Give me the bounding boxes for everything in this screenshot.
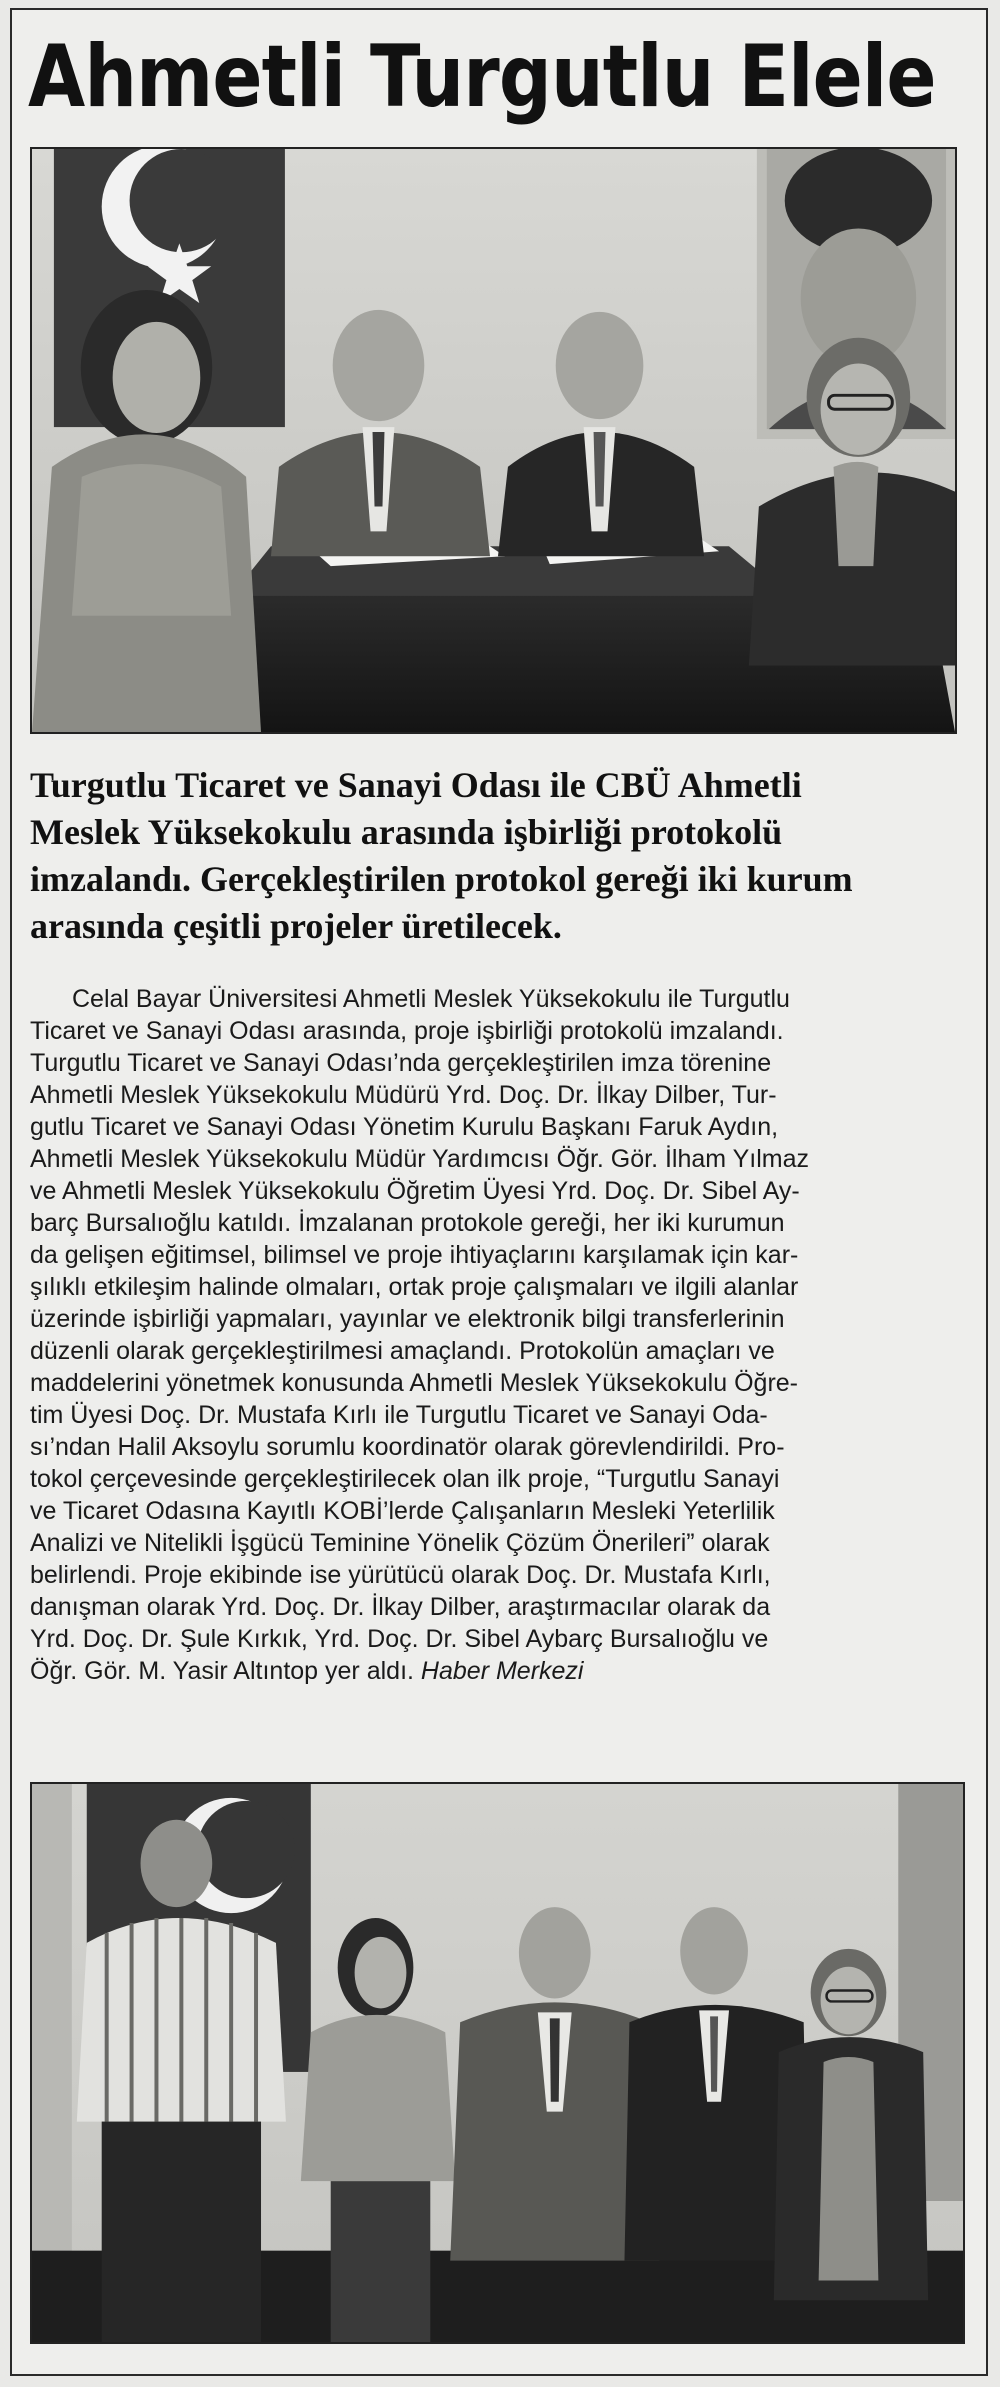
article-lede [30,762,960,950]
group-photo [30,1782,965,2344]
body-line [30,1655,958,1687]
body-line: sı’ndan Halil Aksoylu sorumlu koordinatör olarak görevlendirildi. Pro- [30,1433,785,1461]
body-line: Ticaret ve Sanayi Odası arasında, proje işbirliği protokolü imzalandı. [30,1017,784,1045]
headline: Ahmetli Turgutlu Elele [28,27,936,127]
body-line: Yrd. Doç. Dr. Şule Kırkık, Yrd. Doç. Dr. Sibel Aybarç Bursalıoğlu ve [30,1625,769,1653]
lede-line: Meslek Yüksekokulu arasında işbirliği protokolü [30,812,783,852]
body-line: barç Bursalıoğlu katıldı. İmzalanan protokole gereği, her iki kurumun [30,1209,785,1237]
body-line: gutlu Ticaret ve Sanayi Odası Yönetim Kurulu Başkanı Faruk Aydın, [30,1113,779,1141]
byline: Haber Merkezi [420,1657,584,1685]
body-line: belirlendi. Proje ekibinde ise yürütücü olarak Doç. Dr. Mustafa Kırlı, [30,1561,771,1589]
body-line: Ahmetli Meslek Yüksekokulu Müdür Yardımcısı Öğr. Gör. İlham Yılmaz [30,1145,810,1173]
lede-line: arasında çeşitli projeler üretilecek. [30,906,562,946]
body-line: da gelişen eğitimsel, bilimsel ve proje ihtiyaçlarını karşılamak için kar- [30,1241,799,1269]
body-line: düzenli olarak gerçekleştirilmesi amaçlandı. Protokolün amaçları ve [30,1337,775,1365]
body-line: Ahmetli Meslek Yüksekokulu Müdürü Yrd. Doç. Dr. İlkay Dilber, Tur- [30,1081,777,1109]
body-line-text: Öğr. Gör. M. Yasir Altıntop yer aldı. [30,1657,414,1685]
lede-line: Turgutlu Ticaret ve Sanayi Odası ile CBÜ Ahmetli [30,765,802,805]
lede-line: imzalandı. Gerçekleştirilen protokol gereği iki kurum [30,859,853,899]
body-line: şılıklı etkileşim halinde olmaları, ortak proje çalışmaları ve ilgili alanlar [30,1273,799,1301]
body-line: Analizi ve Nitelikli İşgücü Teminine Yönelik Çözüm Önerileri” olarak [30,1529,770,1557]
body-line: Turgutlu Ticaret ve Sanayi Odası’nda gerçekleştirilen imza törenine [30,1049,772,1077]
body-line: maddelerini yönetmek konusunda Ahmetli Meslek Yüksekokulu Öğre- [30,1369,798,1397]
body-line: tokol çerçevesinde gerçekleştirilecek olan ilk proje, “Turgutlu Sanayi [30,1465,780,1493]
body-line: ve Ticaret Odasına Kayıtlı KOBİ’lerde Çalışanların Mesleki Yeterlilik [30,1497,775,1525]
signing-ceremony-photo [30,147,957,734]
body-line: Celal Bayar Üniversitesi Ahmetli Meslek Yüksekokulu ile Turgutlu [72,985,790,1013]
body-line: ve Ahmetli Meslek Yüksekokulu Öğretim Üyesi Yrd. Doç. Dr. Sibel Ay- [30,1177,800,1205]
body-line: danışman olarak Yrd. Doç. Dr. İlkay Dilber, araştırmacılar olarak da [30,1593,771,1621]
body-line: üzerinde işbirliği yapmaları, yayınlar ve elektronik bilgi transferlerinin [30,1305,785,1333]
body-line: tim Üyesi Doç. Dr. Mustafa Kırlı ile Turgutlu Ticaret ve Sanayi Oda- [30,1401,768,1429]
article-body [30,983,958,1687]
